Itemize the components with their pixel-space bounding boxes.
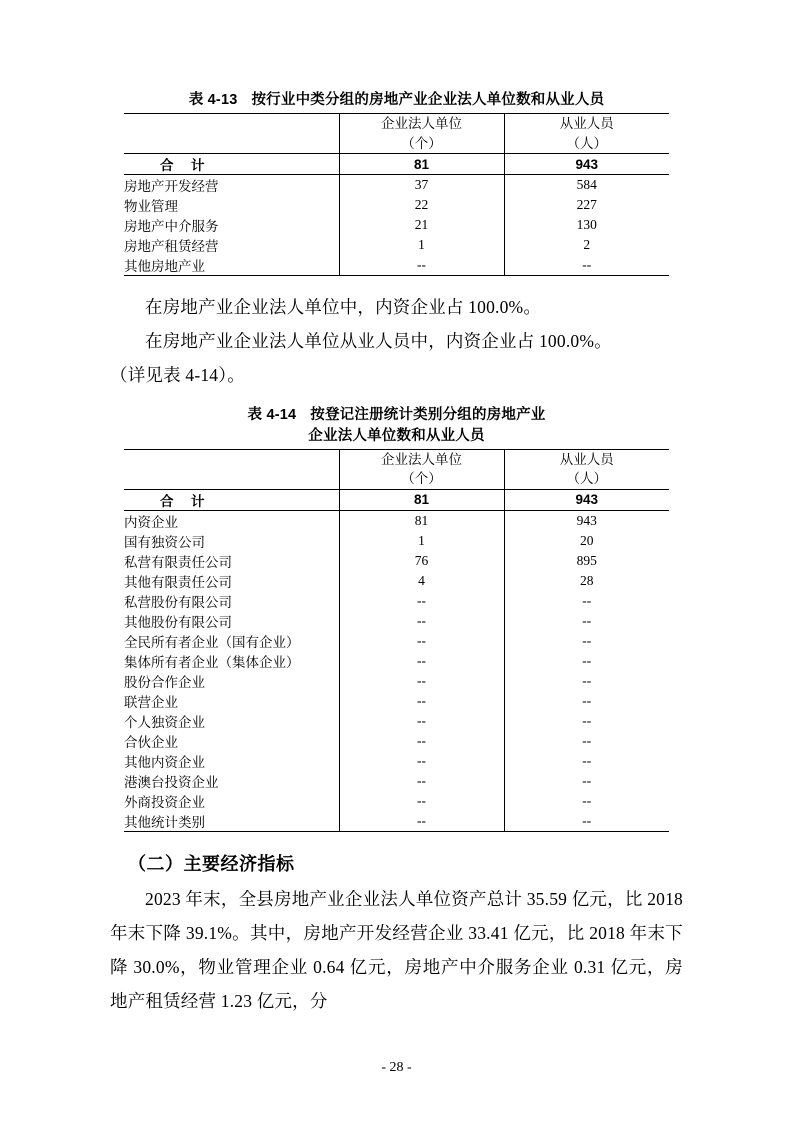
table-row bbox=[124, 711, 669, 731]
table-row bbox=[124, 811, 669, 831]
table-4-14-total-row bbox=[124, 489, 669, 510]
paragraph-domestic-units: 在房地产业企业法人单位中，内资企业占 100.0%。 bbox=[145, 297, 542, 318]
row-units: -- bbox=[339, 791, 504, 811]
row-employees: 2 bbox=[504, 235, 669, 255]
row-label: 合伙企业 bbox=[124, 734, 178, 750]
row-units: -- bbox=[339, 255, 504, 275]
row-label: 港澳台投资企业 bbox=[124, 774, 219, 790]
row-employees: -- bbox=[504, 731, 669, 751]
table-4-14-block bbox=[110, 403, 683, 832]
header-employees-line1: 从业人员 bbox=[559, 116, 614, 131]
table-4-13-header-employees bbox=[504, 114, 669, 154]
table-4-14-header-employees bbox=[504, 449, 669, 489]
table-row bbox=[124, 751, 669, 771]
header-units-line2: （个） bbox=[401, 135, 442, 151]
table-4-13-caption bbox=[110, 88, 683, 109]
table-4-14-caption-text: 按登记注册统计类别分组的房地产业 bbox=[310, 406, 546, 423]
table-4-13 bbox=[124, 113, 669, 276]
total-employees: 943 bbox=[504, 154, 669, 175]
table-4-14-header-row bbox=[124, 449, 669, 489]
table-4-13-total-row bbox=[124, 154, 669, 175]
row-employees: 130 bbox=[504, 215, 669, 235]
total-employees: 943 bbox=[504, 489, 669, 510]
table-row bbox=[124, 651, 669, 671]
table-row bbox=[124, 611, 669, 631]
row-label: 内资企业 bbox=[124, 514, 178, 530]
table-row bbox=[124, 731, 669, 751]
row-units: 81 bbox=[339, 510, 504, 531]
paragraph-see-table: （详见表 4-14）。 bbox=[110, 365, 245, 386]
table-4-14 bbox=[124, 449, 669, 832]
header-units-line1: 企业法人单位 bbox=[381, 451, 462, 467]
row-employees: -- bbox=[504, 711, 669, 731]
table-row bbox=[124, 631, 669, 651]
row-label: 股份合作企业 bbox=[124, 674, 205, 690]
table-4-13-caption-number: 表 4-13 bbox=[188, 92, 238, 108]
table-row bbox=[124, 255, 669, 275]
table-row bbox=[124, 551, 669, 571]
table-4-14-bottom-rule bbox=[124, 831, 669, 832]
row-label: 外商投资企业 bbox=[124, 794, 205, 810]
row-employees: 28 bbox=[504, 571, 669, 591]
header-employees-line2: （人） bbox=[566, 135, 607, 151]
row-label: 私营股份有限公司 bbox=[124, 594, 232, 610]
row-employees: -- bbox=[504, 751, 669, 771]
row-label: 房地产开发经营 bbox=[124, 179, 219, 195]
row-employees: 20 bbox=[504, 531, 669, 551]
header-units-line2: （个） bbox=[401, 471, 442, 487]
row-employees: -- bbox=[504, 811, 669, 831]
row-units: 37 bbox=[339, 175, 504, 196]
header-units-line1: 企业法人单位 bbox=[381, 116, 462, 131]
total-label: 合 计 bbox=[160, 158, 207, 174]
row-units: 4 bbox=[339, 571, 504, 591]
row-employees: 943 bbox=[504, 510, 669, 531]
row-label: 房地产中介服务 bbox=[124, 219, 219, 235]
table-row bbox=[124, 671, 669, 691]
table-row bbox=[124, 591, 669, 611]
table-4-14-caption-line2: 企业法人单位数和从业人员 bbox=[308, 427, 485, 444]
paragraph-domestic-employees: 在房地产业企业法人单位从业人员中，内资企业占 100.0%。 bbox=[145, 331, 612, 352]
table-4-13-header-units bbox=[339, 114, 504, 154]
table-4-14-caption bbox=[110, 403, 683, 424]
row-units: -- bbox=[339, 751, 504, 771]
row-label: 国有独资公司 bbox=[124, 534, 205, 550]
total-units: 81 bbox=[339, 489, 504, 510]
row-label: 联营企业 bbox=[124, 694, 178, 710]
table-row bbox=[124, 791, 669, 811]
table-row bbox=[124, 510, 669, 531]
row-employees: 584 bbox=[504, 175, 669, 196]
row-label: 其他统计类别 bbox=[124, 814, 205, 830]
row-label: 全民所有者企业（国有企业） bbox=[124, 634, 300, 650]
table-4-14-header-units bbox=[339, 449, 504, 489]
row-label: 其他内资企业 bbox=[124, 754, 205, 770]
header-employees-line1: 从业人员 bbox=[559, 451, 614, 467]
rule-c1 bbox=[124, 831, 339, 832]
row-units: -- bbox=[339, 631, 504, 651]
row-units: -- bbox=[339, 591, 504, 611]
row-units: 21 bbox=[339, 215, 504, 235]
row-employees: -- bbox=[504, 771, 669, 791]
table-row bbox=[124, 175, 669, 196]
table-row bbox=[124, 215, 669, 235]
total-label: 合 计 bbox=[160, 493, 207, 509]
row-units: -- bbox=[339, 671, 504, 691]
row-units: -- bbox=[339, 611, 504, 631]
page-number: - 28 - bbox=[381, 1060, 412, 1075]
row-employees: -- bbox=[504, 671, 669, 691]
row-units: -- bbox=[339, 691, 504, 711]
row-employees: 895 bbox=[504, 551, 669, 571]
table-row bbox=[124, 771, 669, 791]
table-4-13-header-row bbox=[124, 114, 669, 154]
table-row bbox=[124, 691, 669, 711]
table-4-14-header-blank bbox=[124, 449, 339, 489]
table-row bbox=[124, 571, 669, 591]
section-heading: （二）主要经济指标 bbox=[128, 853, 295, 874]
row-units: -- bbox=[339, 711, 504, 731]
row-label: 个人独资企业 bbox=[124, 714, 205, 730]
row-employees: -- bbox=[504, 591, 669, 611]
table-4-13-block bbox=[110, 88, 683, 276]
row-employees: -- bbox=[504, 631, 669, 651]
row-employees: -- bbox=[504, 791, 669, 811]
row-employees: -- bbox=[504, 611, 669, 631]
header-employees-line2: （人） bbox=[566, 471, 607, 487]
row-units: 22 bbox=[339, 195, 504, 215]
rule-c2 bbox=[339, 831, 504, 832]
table-row bbox=[124, 531, 669, 551]
row-label: 其他有限责任公司 bbox=[124, 574, 232, 590]
row-units: 76 bbox=[339, 551, 504, 571]
row-employees: -- bbox=[504, 255, 669, 275]
row-units: -- bbox=[339, 811, 504, 831]
table-row bbox=[124, 195, 669, 215]
table-row bbox=[124, 235, 669, 255]
table-4-14-caption-number: 表 4-14 bbox=[247, 406, 297, 423]
row-label: 私营有限责任公司 bbox=[124, 554, 232, 570]
row-label: 房地产租赁经营 bbox=[124, 239, 219, 255]
row-units: -- bbox=[339, 651, 504, 671]
row-label: 其他房地产业 bbox=[124, 259, 205, 275]
row-units: 1 bbox=[339, 235, 504, 255]
table-4-13-header-blank bbox=[124, 114, 339, 154]
section-body-paragraph: 2023 年末，全县房地产业企业法人单位资产总计 35.59 亿元，比 2018 年末下降 39.1%。其中，房地产开发经营企业 33.41 亿元，比 2018 年末下降 30.0%，物业管理企业 0.64 亿元，房地产中介服务企业 0.31 亿元，房地产租赁经营 1.23 亿元，分 bbox=[110, 888, 683, 1011]
table-4-13-caption-text: 按行业中类分组的房地产业企业法人单位数和从业人员 bbox=[251, 92, 605, 108]
row-label: 集体所有者企业（集体企业） bbox=[124, 654, 300, 670]
row-employees: -- bbox=[504, 691, 669, 711]
row-units: -- bbox=[339, 731, 504, 751]
row-units: 1 bbox=[339, 531, 504, 551]
row-units: -- bbox=[339, 771, 504, 791]
row-employees: 227 bbox=[504, 195, 669, 215]
total-units: 81 bbox=[339, 154, 504, 175]
row-label: 物业管理 bbox=[124, 199, 178, 215]
rule-c3 bbox=[504, 831, 669, 832]
row-employees: -- bbox=[504, 651, 669, 671]
row-label: 其他股份有限公司 bbox=[124, 614, 232, 630]
